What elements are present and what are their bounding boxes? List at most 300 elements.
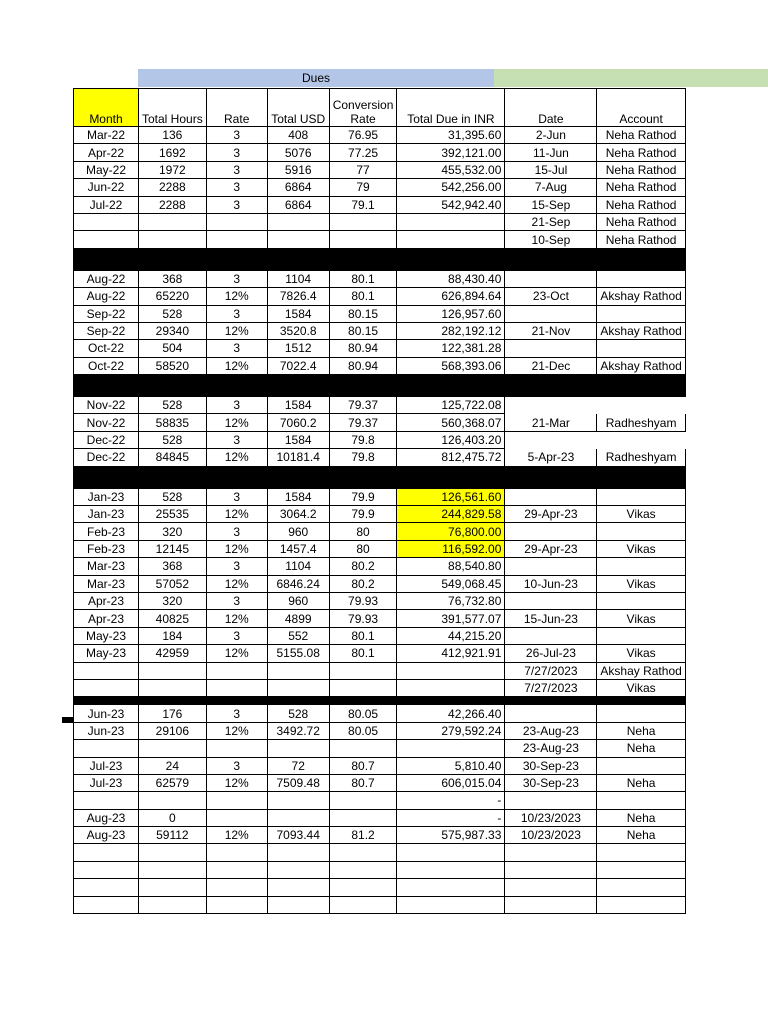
cell-conversion-rate[interactable]: 81.2 [329,827,397,844]
cell-account[interactable] [597,879,685,896]
cell-account[interactable] [597,558,685,575]
cell-rate[interactable] [206,231,267,248]
cell-conversion-rate[interactable]: 79.9 [329,488,397,505]
cell-total-due-inr[interactable]: 125,722.08 [397,397,505,414]
cell-total-hours[interactable]: 58520 [139,357,207,374]
cell-conversion-rate[interactable]: 79.9 [329,506,397,523]
cell-date[interactable] [505,397,597,414]
cell-date[interactable]: 30-Sep-23 [505,757,597,774]
cell-rate[interactable]: 12% [206,414,267,431]
cell-total-due-inr[interactable]: 88,540.80 [397,558,505,575]
cell-account[interactable]: Akshay Rathod [597,288,685,305]
cell-total-usd[interactable]: 72 [267,757,329,774]
cell-month[interactable]: Jul-23 [74,774,139,791]
cell-date[interactable] [505,340,597,357]
cell-total-hours[interactable]: 1972 [139,161,207,178]
cell-month[interactable]: Feb-23 [74,523,139,540]
cell-date[interactable] [505,627,597,644]
cell-conversion-rate[interactable]: 80.1 [329,288,397,305]
cell-total-hours[interactable]: 1692 [139,144,207,161]
cell-total-usd[interactable]: 3492.72 [267,722,329,739]
cell-total-due-inr[interactable] [397,861,505,878]
cell-month[interactable]: Aug-22 [74,288,139,305]
cell-account[interactable] [597,627,685,644]
cell-month[interactable]: Jun-23 [74,705,139,722]
cell-month[interactable]: May-23 [74,627,139,644]
cell-total-usd[interactable]: 7509.48 [267,774,329,791]
cell-total-usd[interactable]: 10181.4 [267,449,329,466]
cell-total-usd[interactable]: 5155.08 [267,645,329,662]
cell-total-hours[interactable]: 42959 [139,645,207,662]
cell-rate[interactable] [206,740,267,757]
header-total-usd[interactable]: Total USD [267,89,329,127]
cell-account[interactable] [597,844,685,861]
cell-month[interactable]: Jun-23 [74,722,139,739]
cell-total-due-inr[interactable]: 392,121.00 [397,144,505,161]
cell-month[interactable]: Nov-22 [74,414,139,431]
cell-account[interactable] [597,340,685,357]
cell-rate[interactable]: 3 [206,340,267,357]
cell-conversion-rate[interactable] [329,792,397,809]
cell-conversion-rate[interactable]: 77 [329,161,397,178]
cell-month[interactable]: Apr-23 [74,610,139,627]
cell-total-hours[interactable]: 320 [139,523,207,540]
cell-conversion-rate[interactable] [329,896,397,913]
cell-rate[interactable]: 3 [206,397,267,414]
cell-account[interactable] [597,705,685,722]
cell-month[interactable]: May-23 [74,645,139,662]
cell-conversion-rate[interactable]: 80.7 [329,774,397,791]
cell-conversion-rate[interactable]: 79.8 [329,449,397,466]
cell-total-usd[interactable] [267,792,329,809]
cell-total-due-inr[interactable]: 549,068.45 [397,575,505,592]
cell-total-due-inr[interactable]: 455,532.00 [397,161,505,178]
cell-conversion-rate[interactable]: 80 [329,540,397,557]
cell-rate[interactable]: 12% [206,827,267,844]
cell-conversion-rate[interactable]: 80.2 [329,575,397,592]
cell-month[interactable] [74,844,139,861]
cell-total-due-inr[interactable]: 44,215.20 [397,627,505,644]
cell-date[interactable]: 21-Sep [505,213,597,230]
cell-date[interactable] [505,305,597,322]
header-date[interactable]: Date [505,89,597,127]
cell-total-hours[interactable] [139,844,207,861]
cell-total-due-inr[interactable]: 42,266.40 [397,705,505,722]
cell-conversion-rate[interactable]: 80.7 [329,757,397,774]
cell-month[interactable]: Aug-23 [74,809,139,826]
cell-rate[interactable] [206,809,267,826]
cell-account[interactable] [597,488,685,505]
cell-total-usd[interactable]: 1512 [267,340,329,357]
cell-rate[interactable] [206,213,267,230]
cell-month[interactable]: Aug-22 [74,270,139,287]
cell-conversion-rate[interactable]: 79.93 [329,610,397,627]
cell-total-usd[interactable]: 4899 [267,610,329,627]
cell-total-due-inr[interactable]: 542,942.40 [397,196,505,213]
cell-total-hours[interactable]: 40825 [139,610,207,627]
cell-total-usd[interactable]: 6864 [267,179,329,196]
cell-rate[interactable]: 3 [206,161,267,178]
cell-total-usd[interactable] [267,809,329,826]
cell-month[interactable]: Oct-22 [74,340,139,357]
cell-conversion-rate[interactable]: 79.1 [329,196,397,213]
cell-date[interactable]: 10/23/2023 [505,809,597,826]
cell-month[interactable]: Jan-23 [74,488,139,505]
cell-date[interactable] [505,844,597,861]
cell-total-hours[interactable]: 57052 [139,575,207,592]
cell-total-due-inr[interactable]: - [397,792,505,809]
cell-conversion-rate[interactable]: 80.2 [329,558,397,575]
cell-conversion-rate[interactable]: 80.15 [329,305,397,322]
cell-total-usd[interactable]: 7022.4 [267,357,329,374]
cell-rate[interactable] [206,792,267,809]
cell-rate[interactable]: 12% [206,645,267,662]
cell-date[interactable]: 15-Jun-23 [505,610,597,627]
cell-rate[interactable]: 12% [206,774,267,791]
cell-month[interactable]: May-22 [74,161,139,178]
cell-total-hours[interactable] [139,740,207,757]
cell-total-hours[interactable]: 528 [139,397,207,414]
cell-total-due-inr[interactable]: 5,810.40 [397,757,505,774]
cell-date[interactable]: 30-Sep-23 [505,774,597,791]
header-conversion-rate[interactable]: Conversion Rate [329,89,397,127]
cell-total-usd[interactable]: 7060.2 [267,414,329,431]
cell-conversion-rate[interactable] [329,740,397,757]
cell-rate[interactable]: 3 [206,179,267,196]
cell-date[interactable]: 5-Apr-23 [505,449,597,466]
cell-rate[interactable] [206,896,267,913]
cell-account[interactable] [597,431,685,448]
cell-account[interactable]: Neha [597,774,685,791]
cell-rate[interactable]: 12% [206,357,267,374]
cell-conversion-rate[interactable] [329,662,397,679]
cell-total-due-inr[interactable]: 279,592.24 [397,722,505,739]
cell-rate[interactable]: 12% [206,288,267,305]
cell-total-hours[interactable]: 0 [139,809,207,826]
cell-rate[interactable]: 3 [206,127,267,144]
cell-rate[interactable]: 12% [206,506,267,523]
cell-total-due-inr[interactable]: 626,894.64 [397,288,505,305]
cell-rate[interactable]: 12% [206,322,267,339]
cell-date[interactable]: 21-Dec [505,357,597,374]
cell-rate[interactable]: 3 [206,627,267,644]
cell-date[interactable] [505,861,597,878]
cell-total-usd[interactable]: 6846.24 [267,575,329,592]
cell-rate[interactable] [206,879,267,896]
cell-conversion-rate[interactable]: 79.37 [329,397,397,414]
cell-total-usd[interactable] [267,844,329,861]
cell-total-due-inr[interactable]: 606,015.04 [397,774,505,791]
cell-month[interactable]: Apr-22 [74,144,139,161]
cell-total-due-inr[interactable]: 812,475.72 [397,449,505,466]
cell-total-usd[interactable]: 7826.4 [267,288,329,305]
cell-rate[interactable]: 3 [206,431,267,448]
cell-total-usd[interactable] [267,213,329,230]
cell-month[interactable]: Oct-22 [74,357,139,374]
cell-total-hours[interactable]: 12145 [139,540,207,557]
cell-account[interactable]: Neha [597,809,685,826]
cell-rate[interactable]: 3 [206,757,267,774]
cell-total-due-inr[interactable]: 126,403.20 [397,431,505,448]
cell-conversion-rate[interactable]: 80.1 [329,627,397,644]
cell-total-due-inr[interactable]: 76,732.80 [397,592,505,609]
cell-month[interactable] [74,879,139,896]
cell-conversion-rate[interactable]: 77.25 [329,144,397,161]
cell-account[interactable]: Radheshyam [597,414,685,431]
cell-total-usd[interactable]: 6864 [267,196,329,213]
cell-account[interactable]: Vikas [597,645,685,662]
cell-date[interactable] [505,523,597,540]
cell-date[interactable]: 21-Nov [505,322,597,339]
cell-total-hours[interactable] [139,896,207,913]
cell-conversion-rate[interactable]: 79.37 [329,414,397,431]
cell-account[interactable]: Neha Rathod [597,161,685,178]
cell-date[interactable] [505,792,597,809]
cell-total-usd[interactable] [267,231,329,248]
cell-date[interactable]: 7/27/2023 [505,662,597,679]
cell-account[interactable]: Neha [597,740,685,757]
cell-account[interactable]: Vikas [597,679,685,696]
cell-month[interactable]: Nov-22 [74,397,139,414]
cell-total-hours[interactable]: 24 [139,757,207,774]
cell-rate[interactable]: 3 [206,270,267,287]
cell-month[interactable] [74,231,139,248]
cell-total-due-inr[interactable] [397,844,505,861]
cell-conversion-rate[interactable]: 79 [329,179,397,196]
cell-account[interactable]: Vikas [597,610,685,627]
cell-date[interactable]: 23-Oct [505,288,597,305]
cell-conversion-rate[interactable] [329,679,397,696]
cell-conversion-rate[interactable]: 80.15 [329,322,397,339]
cell-account[interactable]: Vikas [597,575,685,592]
cell-rate[interactable]: 3 [206,305,267,322]
cell-total-hours[interactable] [139,213,207,230]
cell-total-usd[interactable]: 1584 [267,397,329,414]
cell-account[interactable] [597,592,685,609]
cell-conversion-rate[interactable]: 80 [329,523,397,540]
cell-total-due-inr[interactable]: 560,368.07 [397,414,505,431]
cell-month[interactable]: Sep-22 [74,305,139,322]
cell-total-usd[interactable] [267,861,329,878]
cell-date[interactable] [505,592,597,609]
cell-date[interactable] [505,705,597,722]
cell-conversion-rate[interactable]: 80.05 [329,705,397,722]
cell-total-due-inr[interactable] [397,662,505,679]
cell-month[interactable]: Sep-22 [74,322,139,339]
cell-total-hours[interactable]: 368 [139,558,207,575]
cell-total-due-inr[interactable]: 568,393.06 [397,357,505,374]
cell-total-hours[interactable]: 320 [139,592,207,609]
cell-date[interactable]: 10/23/2023 [505,827,597,844]
cell-rate[interactable]: 3 [206,488,267,505]
cell-total-hours[interactable]: 368 [139,270,207,287]
cell-total-hours[interactable]: 58835 [139,414,207,431]
cell-date[interactable]: 7-Aug [505,179,597,196]
cell-month[interactable]: Apr-23 [74,592,139,609]
cell-total-hours[interactable]: 59112 [139,827,207,844]
cell-total-usd[interactable] [267,662,329,679]
cell-total-hours[interactable]: 528 [139,431,207,448]
cell-account[interactable] [597,896,685,913]
cell-total-due-inr[interactable]: 391,577.07 [397,610,505,627]
cell-month[interactable]: Feb-23 [74,540,139,557]
cell-account[interactable]: Neha Rathod [597,144,685,161]
cell-account[interactable]: Neha Rathod [597,196,685,213]
cell-conversion-rate[interactable] [329,809,397,826]
cell-total-due-inr[interactable]: 126,561.60 [397,488,505,505]
cell-conversion-rate[interactable]: 76.95 [329,127,397,144]
cell-account[interactable]: Vikas [597,540,685,557]
cell-month[interactable] [74,740,139,757]
cell-rate[interactable] [206,679,267,696]
cell-conversion-rate[interactable] [329,213,397,230]
cell-conversion-rate[interactable]: 80.94 [329,357,397,374]
cell-account[interactable]: Akshay Rathod [597,357,685,374]
cell-total-due-inr[interactable]: 116,592.00 [397,540,505,557]
cell-total-due-inr[interactable] [397,679,505,696]
cell-total-due-inr[interactable]: 575,987.33 [397,827,505,844]
cell-account[interactable]: Neha [597,827,685,844]
cell-total-hours[interactable]: 2288 [139,196,207,213]
cell-date[interactable] [505,270,597,287]
cell-date[interactable]: 15-Jul [505,161,597,178]
cell-date[interactable] [505,558,597,575]
cell-total-hours[interactable] [139,861,207,878]
cell-month[interactable]: Aug-23 [74,827,139,844]
cell-total-hours[interactable]: 62579 [139,774,207,791]
cell-total-hours[interactable]: 528 [139,305,207,322]
cell-total-usd[interactable]: 1584 [267,431,329,448]
cell-rate[interactable] [206,662,267,679]
cell-rate[interactable]: 12% [206,575,267,592]
cell-month[interactable]: Jan-23 [74,506,139,523]
cell-total-usd[interactable] [267,679,329,696]
cell-total-hours[interactable]: 2288 [139,179,207,196]
cell-conversion-rate[interactable] [329,844,397,861]
cell-rate[interactable]: 12% [206,449,267,466]
cell-rate[interactable]: 3 [206,558,267,575]
cell-total-hours[interactable] [139,879,207,896]
cell-date[interactable] [505,896,597,913]
cell-month[interactable]: Dec-22 [74,449,139,466]
cell-rate[interactable] [206,861,267,878]
cell-total-due-inr[interactable]: 76,800.00 [397,523,505,540]
cell-total-due-inr[interactable] [397,879,505,896]
cell-total-hours[interactable] [139,679,207,696]
cell-date[interactable]: 23-Aug-23 [505,740,597,757]
cell-total-due-inr[interactable]: 542,256.00 [397,179,505,196]
cell-date[interactable]: 23-Aug-23 [505,722,597,739]
cell-conversion-rate[interactable]: 80.94 [329,340,397,357]
cell-total-due-inr[interactable]: - [397,809,505,826]
cell-rate[interactable]: 3 [206,592,267,609]
cell-date[interactable]: 21-Mar [505,414,597,431]
header-total-hours[interactable]: Total Hours [139,89,207,127]
cell-total-hours[interactable]: 29340 [139,322,207,339]
cell-total-usd[interactable] [267,896,329,913]
cell-total-due-inr[interactable]: 282,192.12 [397,322,505,339]
cell-account[interactable] [597,523,685,540]
cell-conversion-rate[interactable]: 79.8 [329,431,397,448]
cell-month[interactable] [74,679,139,696]
cell-conversion-rate[interactable]: 80.05 [329,722,397,739]
header-account[interactable]: Account [597,89,685,127]
cell-total-hours[interactable] [139,662,207,679]
cell-rate[interactable]: 3 [206,705,267,722]
cell-total-hours[interactable]: 504 [139,340,207,357]
cell-total-hours[interactable]: 25535 [139,506,207,523]
cell-total-usd[interactable]: 960 [267,592,329,609]
cell-month[interactable]: Jul-23 [74,757,139,774]
cell-month[interactable]: Jul-22 [74,196,139,213]
cell-total-usd[interactable]: 7093.44 [267,827,329,844]
cell-total-usd[interactable]: 960 [267,523,329,540]
cell-account[interactable] [597,270,685,287]
cell-month[interactable] [74,213,139,230]
cell-total-hours[interactable]: 65220 [139,288,207,305]
cell-date[interactable]: 15-Sep [505,196,597,213]
cell-account[interactable]: Neha Rathod [597,231,685,248]
cell-total-hours[interactable]: 136 [139,127,207,144]
cell-total-usd[interactable]: 1584 [267,488,329,505]
cell-date[interactable] [505,879,597,896]
header-total-due-inr[interactable]: Total Due in INR [397,89,505,127]
cell-total-usd[interactable]: 1584 [267,305,329,322]
cell-date[interactable]: 29-Apr-23 [505,506,597,523]
cell-conversion-rate[interactable]: 80.1 [329,645,397,662]
cell-month[interactable] [74,662,139,679]
cell-rate[interactable]: 3 [206,144,267,161]
cell-account[interactable]: Neha Rathod [597,127,685,144]
cell-total-hours[interactable]: 176 [139,705,207,722]
cell-total-usd[interactable] [267,879,329,896]
cell-month[interactable] [74,792,139,809]
cell-conversion-rate[interactable] [329,231,397,248]
cell-rate[interactable]: 12% [206,540,267,557]
cell-total-hours[interactable]: 528 [139,488,207,505]
cell-date[interactable] [505,488,597,505]
cell-rate[interactable]: 3 [206,196,267,213]
cell-date[interactable]: 10-Jun-23 [505,575,597,592]
cell-total-usd[interactable]: 528 [267,705,329,722]
cell-total-hours[interactable]: 84845 [139,449,207,466]
cell-account[interactable] [597,861,685,878]
cell-month[interactable] [74,861,139,878]
cell-total-hours[interactable]: 184 [139,627,207,644]
cell-date[interactable]: 29-Apr-23 [505,540,597,557]
cell-month[interactable]: Dec-22 [74,431,139,448]
cell-date[interactable]: 11-Jun [505,144,597,161]
cell-total-usd[interactable] [267,740,329,757]
cell-rate[interactable]: 12% [206,722,267,739]
cell-month[interactable]: Mar-23 [74,575,139,592]
cell-rate[interactable] [206,844,267,861]
cell-account[interactable]: Vikas [597,506,685,523]
cell-total-due-inr[interactable]: 122,381.28 [397,340,505,357]
cell-total-usd[interactable]: 408 [267,127,329,144]
header-month[interactable]: Month [74,89,139,127]
cell-conversion-rate[interactable]: 80.1 [329,270,397,287]
cell-conversion-rate[interactable] [329,879,397,896]
cell-month[interactable]: Mar-23 [74,558,139,575]
cell-date[interactable]: 2-Jun [505,127,597,144]
cell-month[interactable]: Jun-22 [74,179,139,196]
cell-month[interactable] [74,896,139,913]
cell-account[interactable]: Neha [597,722,685,739]
cell-date[interactable]: 26-Jul-23 [505,645,597,662]
cell-total-usd[interactable]: 3064.2 [267,506,329,523]
cell-total-hours[interactable] [139,231,207,248]
